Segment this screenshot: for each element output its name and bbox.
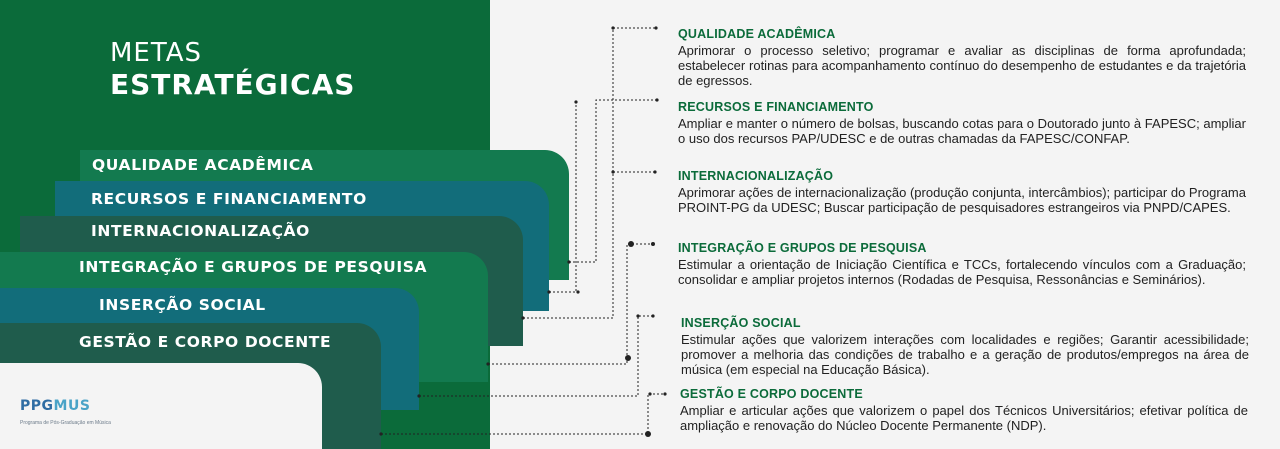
goal-recursos [678,100,1246,146]
goal-description: Estimular a orientação de Iniciação Científica e TCCs, fortalecendo vínculos com a Graduação; consolidar e ampliar projetos internos (Rodadas de Pesquisa, Ressonâncias e Seminários). [678,257,1246,288]
goal-integracao [678,241,1246,287]
ppgmus-logo: PPGMUS [20,398,91,414]
tab-label-internacionalizacao: INTERNACIONALIZAÇÃO [91,222,310,240]
goal-title: QUALIDADE ACADÊMICA [678,27,836,41]
goal-description: Ampliar e manter o número de bolsas, buscando cotas para o Doutorado junto à FAPESC; ampliar o uso dos recursos PAP/UDESC e de outras chamadas da FAPESC/CONFAP. [678,116,1246,147]
tab-label-qualidade: QUALIDADE ACADÊMICA [92,156,314,174]
goal-description: Aprimorar o processo seletivo; programar e avaliar as disciplinas de forma aprofundada; estabelecer rotinas para acompanhamento contínuo do desempenho de estudantes e da trajetória de egressos. [678,43,1246,89]
goal-gestao [680,387,1248,433]
goal-title: INTERNACIONALIZAÇÃO [678,169,834,183]
goal-description: Aprimorar ações de internacionalização (produção conjunta, intercâmbios); participar do Programa PROINT-PG da UDESC; Buscar participação de pesquisadores estrangeiros via PNPD/CAPES. [678,185,1246,216]
title-line-1: METAS [110,38,203,68]
goal-title: GESTÃO E CORPO DOCENTE [680,387,863,401]
goal-description: Ampliar e articular ações que valorizem o papel dos Técnicos Universitários; efetivar política de ampliação e renovação do Núcleo Docente Permanente (NDP). [680,403,1248,434]
goal-insercao [681,316,1249,378]
goal-internacionalizacao [678,169,1246,215]
goal-title: INSERÇÃO SOCIAL [681,316,801,330]
goal-title: INTEGRAÇÃO E GRUPOS DE PESQUISA [678,241,927,255]
goal-title: RECURSOS E FINANCIAMENTO [678,100,874,114]
goal-description: Estimular ações que valorizem interações com localidades e regiões; Garantir acessibilidade; promover a melhoria das condições de trabalho e a geração de produtos/empregos na área de música (em especial na Educação Básica). [681,332,1249,378]
goal-qualidade [678,27,1246,89]
tab-label-insercao: INSERÇÃO SOCIAL [99,296,266,314]
logo-subtitle: Programa de Pós-Graduação em Música [20,420,111,426]
tab-label-recursos: RECURSOS E FINANCIAMENTO [91,190,367,208]
tab-label-gestao: GESTÃO E CORPO DOCENTE [79,333,332,351]
title-line-2: ESTRATÉGICAS [110,68,356,101]
tab-label-integracao: INTEGRAÇÃO E GRUPOS DE PESQUISA [79,258,428,276]
